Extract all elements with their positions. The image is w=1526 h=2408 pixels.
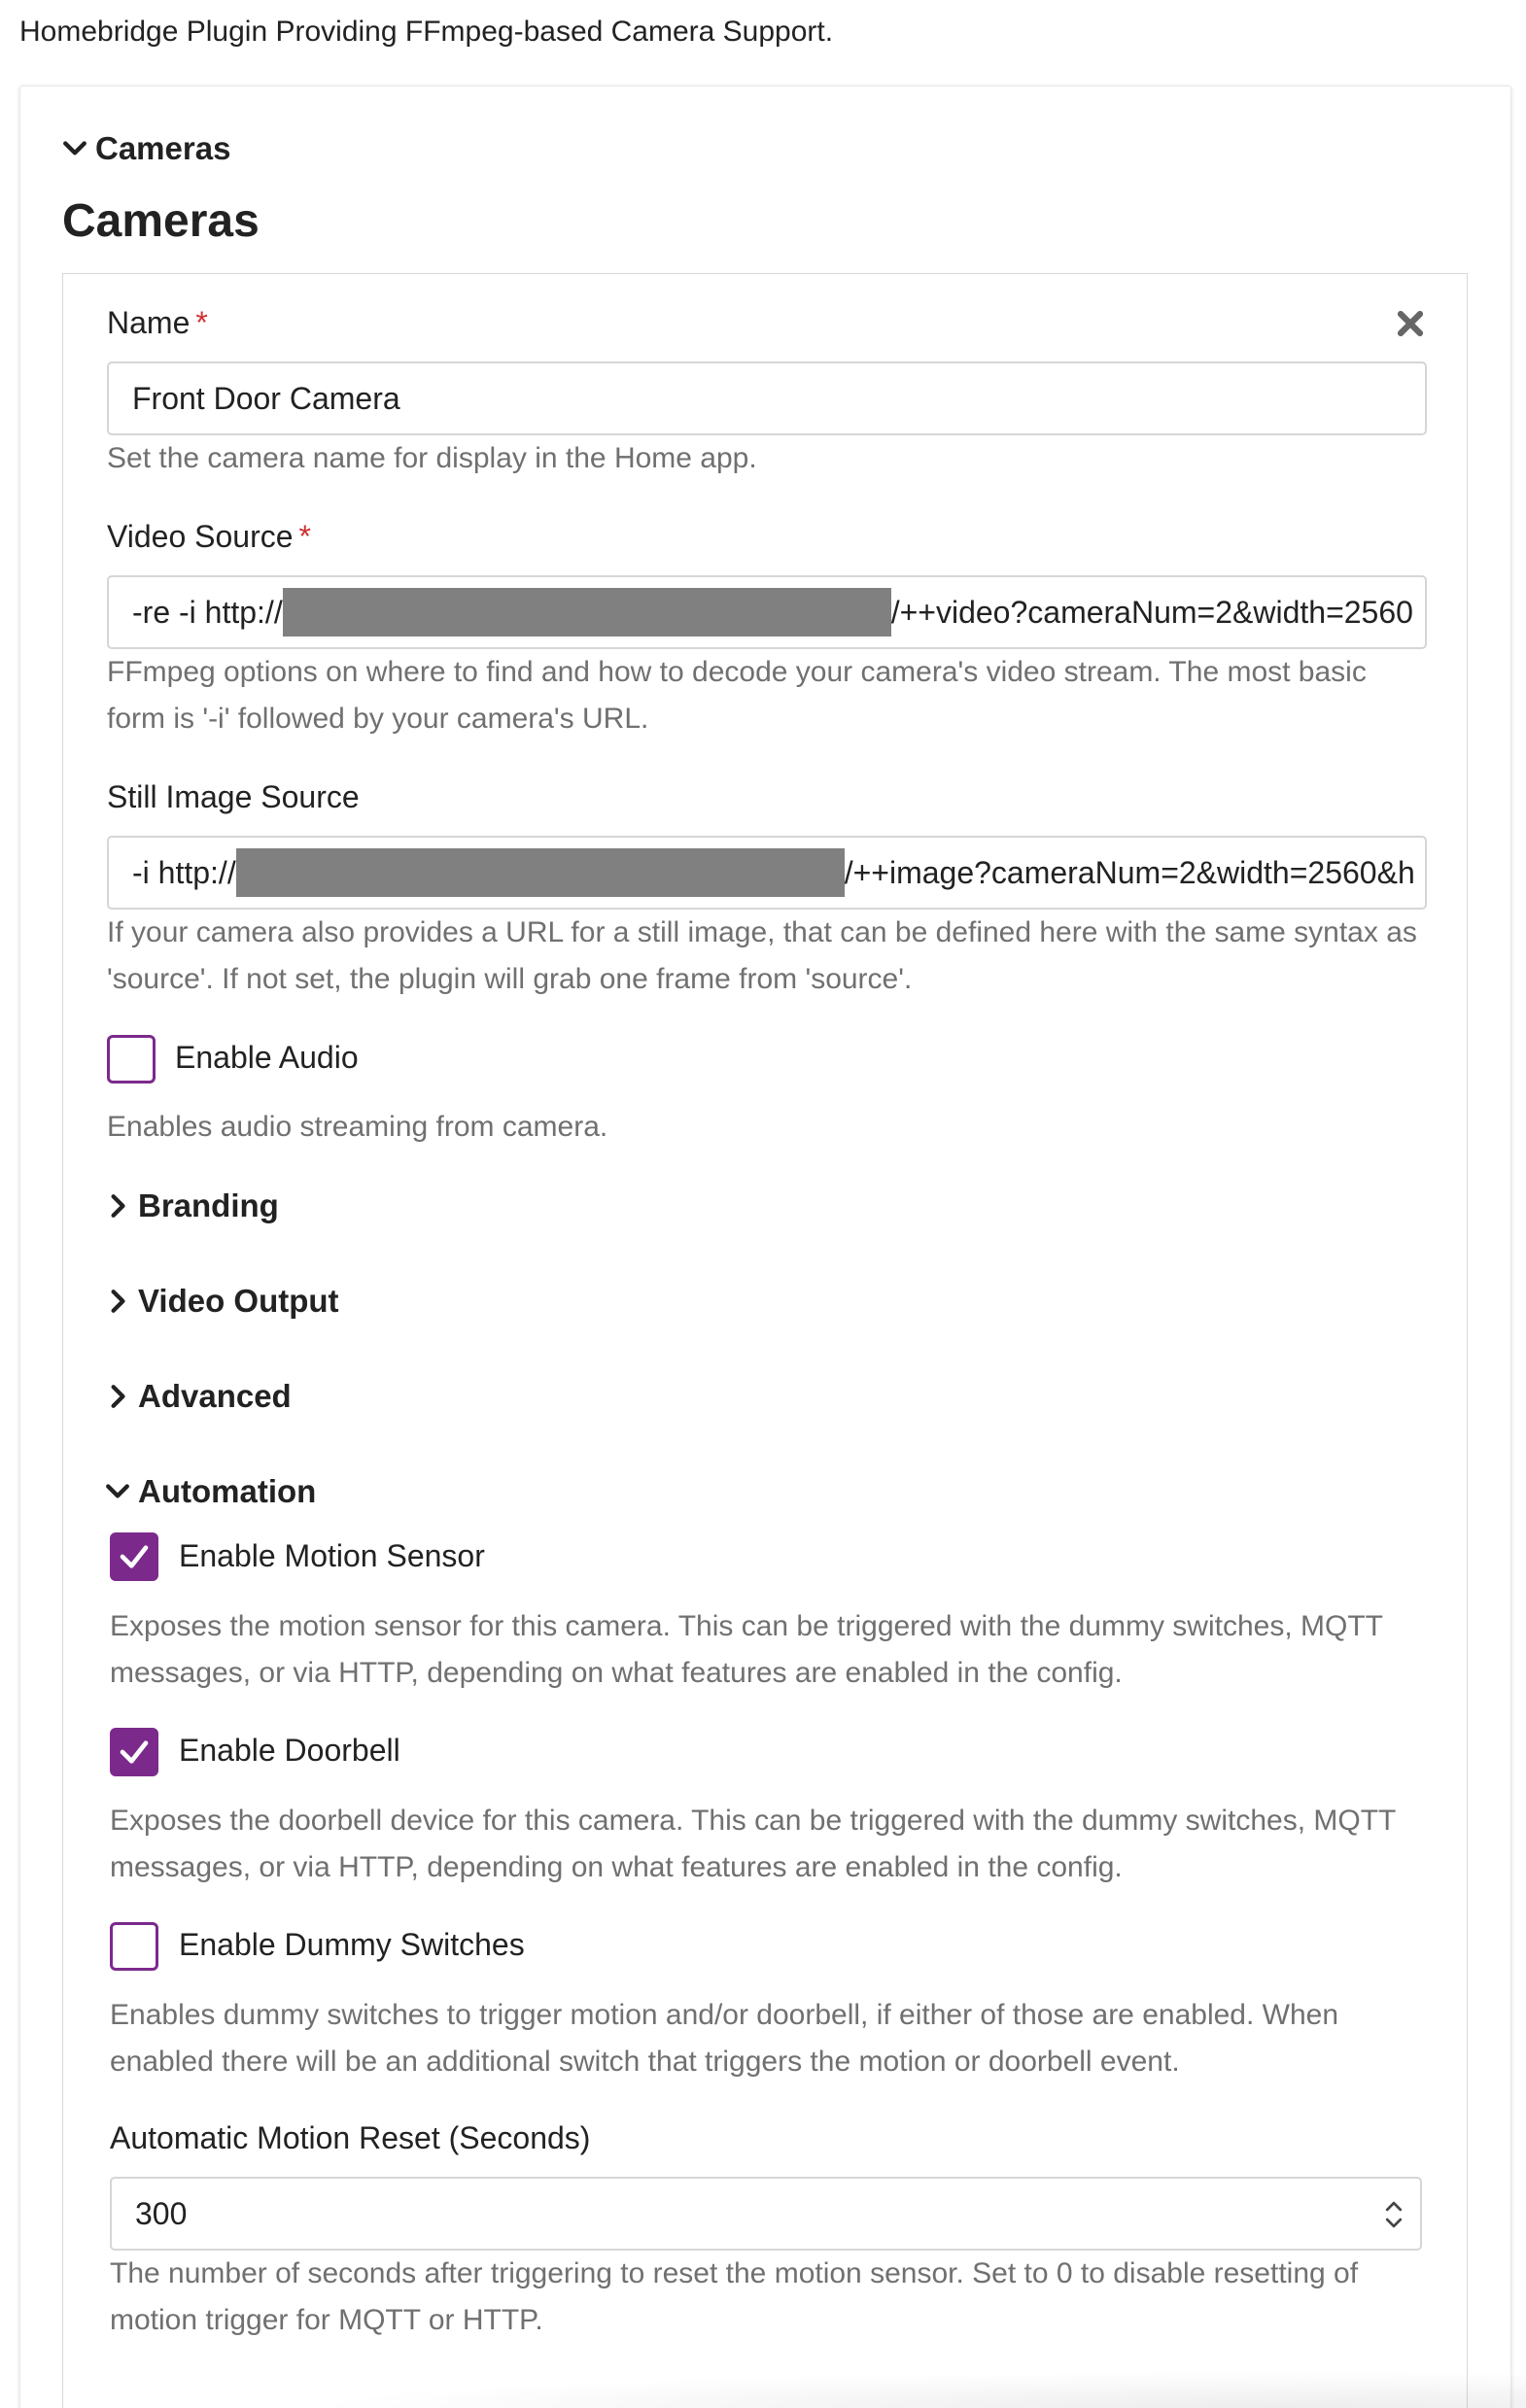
still-image-prefix: -i http:// [132, 855, 236, 890]
video-output-section-toggle[interactable] [105, 1283, 339, 1320]
name-input-value: Front Door Camera [132, 381, 400, 416]
automation-section-toggle[interactable] [105, 1473, 316, 1510]
automation-label: Automation [138, 1473, 317, 1509]
video-source-suffix: /++video?cameraNum=2&width=2560 [890, 595, 1413, 630]
chevron-right-icon [105, 1193, 130, 1219]
branding-label: Branding [138, 1187, 279, 1223]
intro-text: Homebridge Plugin Providing FFmpeg-based Camera Support. [19, 16, 834, 48]
name-input[interactable] [107, 361, 1427, 435]
checkmark-icon [119, 1541, 150, 1572]
name-label [107, 305, 208, 341]
motion-timeout-input[interactable] [110, 2177, 1422, 2251]
required-mark: * [298, 519, 311, 554]
still-image-suffix: /++image?cameraNum=2&width=2560&h [844, 855, 1415, 890]
redacted-host [236, 848, 845, 897]
branding-section-toggle[interactable] [105, 1187, 279, 1224]
still-image-help: If your camera also provides a URL for a still image, that can be defined here with the same syntax as 'source'. If not set, the plugin will grab one frame from 'source'. [107, 916, 1417, 995]
chevron-down-icon [105, 1479, 130, 1504]
cameras-section-toggle[interactable] [62, 130, 230, 167]
motion-timeout-label: Automatic Motion Reset (Seconds) [110, 2120, 591, 2155]
enable-audio-help: Enables audio streaming from camera. [107, 1111, 608, 1143]
advanced-section-toggle[interactable] [105, 1378, 292, 1415]
spinner-arrows-icon[interactable] [1383, 2198, 1405, 2231]
bottom-shadow [292, 2371, 1526, 2408]
chevron-right-icon [105, 1384, 130, 1409]
enable-audio-checkbox[interactable] [107, 1035, 156, 1084]
enable-motion-label[interactable]: Enable Motion Sensor [179, 1538, 485, 1573]
enable-doorbell-help: Exposes the doorbell device for this camera. This can be triggered with the dummy switches, MQTT messages, or via HTTP, depending on what features are enabled in the config. [110, 1805, 1396, 1883]
video-source-help: FFmpeg options on where to find and how to decode your camera's video stream. The most basic form is '-i' followed by your camera's URL. [107, 656, 1367, 735]
checkmark-icon [119, 1737, 150, 1768]
chevron-down-icon [62, 136, 87, 161]
enable-doorbell-checkbox[interactable] [110, 1728, 158, 1776]
cameras-heading: Cameras [62, 195, 260, 247]
enable-motion-help: Exposes the motion sensor for this camera. This can be triggered with the dummy switches, MQTT messages, or via HTTP, depending on what features are enabled in the config. [110, 1610, 1383, 1689]
enable-switches-help: Enables dummy switches to trigger motion and/or doorbell, if either of those are enabled. When enabled there will be an additional switch that triggers the motion or doorbell event. [110, 1999, 1339, 2078]
enable-audio-label[interactable]: Enable Audio [175, 1040, 359, 1075]
still-image-input[interactable] [107, 836, 1427, 910]
enable-switches-label[interactable]: Enable Dummy Switches [179, 1927, 525, 1962]
video-source-label [107, 519, 311, 555]
enable-switches-checkbox[interactable] [110, 1922, 158, 1971]
motion-timeout-help: The number of seconds after triggering to reset the motion sensor. Set to 0 to disable resetting of motion trigger for MQTT or HTTP. [110, 2257, 1359, 2336]
enable-motion-checkbox[interactable] [110, 1532, 158, 1581]
motion-timeout-value: 300 [135, 2196, 188, 2231]
video-source-prefix: -re -i http:// [132, 595, 283, 630]
still-image-label: Still Image Source [107, 779, 360, 814]
cameras-section-label: Cameras [95, 130, 231, 166]
required-mark: * [195, 305, 208, 340]
close-icon[interactable] [1394, 307, 1427, 340]
redacted-host [283, 588, 891, 636]
video-source-label-text: Video Source [107, 519, 294, 554]
name-help: Set the camera name for display in the Home app. [107, 442, 757, 474]
enable-doorbell-label[interactable]: Enable Doorbell [179, 1733, 400, 1768]
advanced-label: Advanced [138, 1378, 292, 1414]
name-label-text: Name [107, 305, 191, 340]
video-source-input[interactable] [107, 575, 1427, 649]
video-output-label: Video Output [138, 1283, 339, 1319]
chevron-right-icon [105, 1289, 130, 1314]
